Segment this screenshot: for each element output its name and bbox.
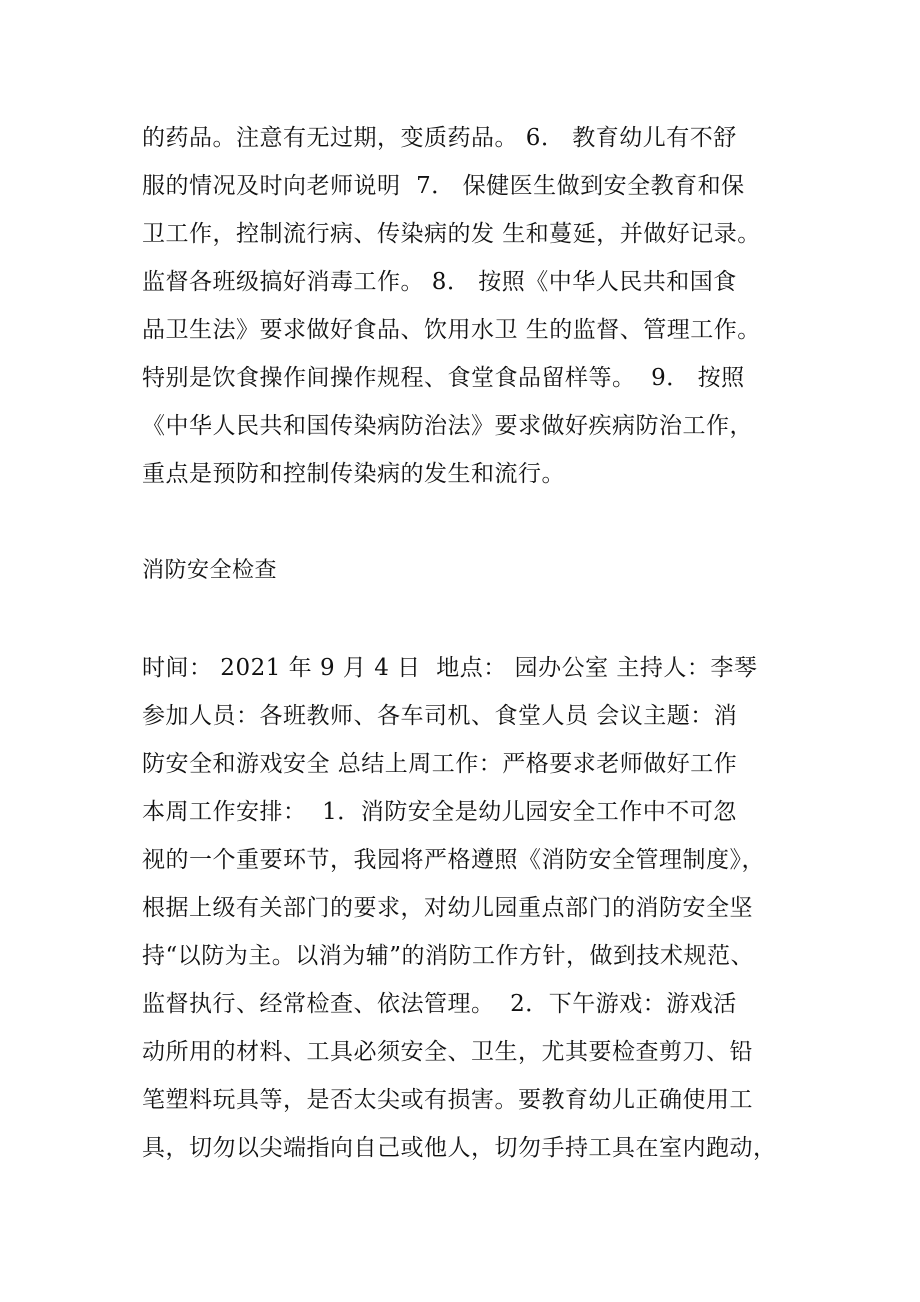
paragraph-line: 防安全和游戏安全 总结上周工作：严格要求老师做好工作 [142, 751, 738, 777]
paragraph-line: 视的一个重要环节，我园将严格遵照《消防安全管理制度》， [142, 847, 765, 873]
paragraph-line: 具，切勿以尖端指向自己或他人，切勿手持工具在室内跑动， [142, 1135, 777, 1161]
paragraph-line: 笔塑料玩具等，是否太尖或有损害。要教育幼儿正确使用工 [142, 1087, 753, 1113]
paragraph-line: 服的情况及时向老师说明 7． 保健医生做到安全教育和保 [142, 173, 745, 199]
paragraph-line: 本周工作安排： 1．消防安全是幼儿园安全工作中不可忽 [142, 799, 737, 825]
paragraph-line: 根据上级有关部门的要求，对幼儿园重点部门的消防安全坚 [142, 895, 753, 921]
paragraph-line: 卫工作，控制流行病、传染病的发 生和蔓延，并做好记录。 [142, 221, 761, 247]
section-heading: 消防安全检查 [142, 558, 278, 583]
paragraph-line: 参加人员：各班教师、各车司机、食堂人员 会议主题：消 [142, 703, 738, 729]
paragraph-line: 监督执行、经常检查、依法管理。 2．下午游戏：游戏活 [142, 991, 737, 1017]
paragraph-line: 《中华人民共和国传染病防治法》要求做好疾病防治工作， [142, 413, 753, 439]
paragraph-line: 时间： 2021 年 9 月 4 日 地点： 园办公室 主持人：李琴 [142, 655, 758, 681]
paragraph-line: 品卫生法》要求做好食品、饮用水卫 生的监督、管理工作。 [142, 317, 761, 343]
paragraph-line: 持“以防为主。以消为辅”的消防工作方针，做到技术规范、 [142, 943, 755, 969]
paragraph-line: 监督各班级搞好消毒工作。 8． 按照《中华人民共和国食 [142, 269, 737, 295]
paragraph-line: 动所用的材料、工具必须安全、卫生，尤其要检查剪刀、铅 [142, 1039, 753, 1065]
paragraph-line: 重点是预防和控制传染病的发生和流行。 [142, 461, 565, 487]
paragraph-line: 特别是饮食操作间操作规程、食堂食品留样等。 9． 按照 [142, 365, 745, 391]
paragraph-line: 的药品。注意有无过期，变质药品。 6． 教育幼儿有不舒 [142, 125, 737, 151]
